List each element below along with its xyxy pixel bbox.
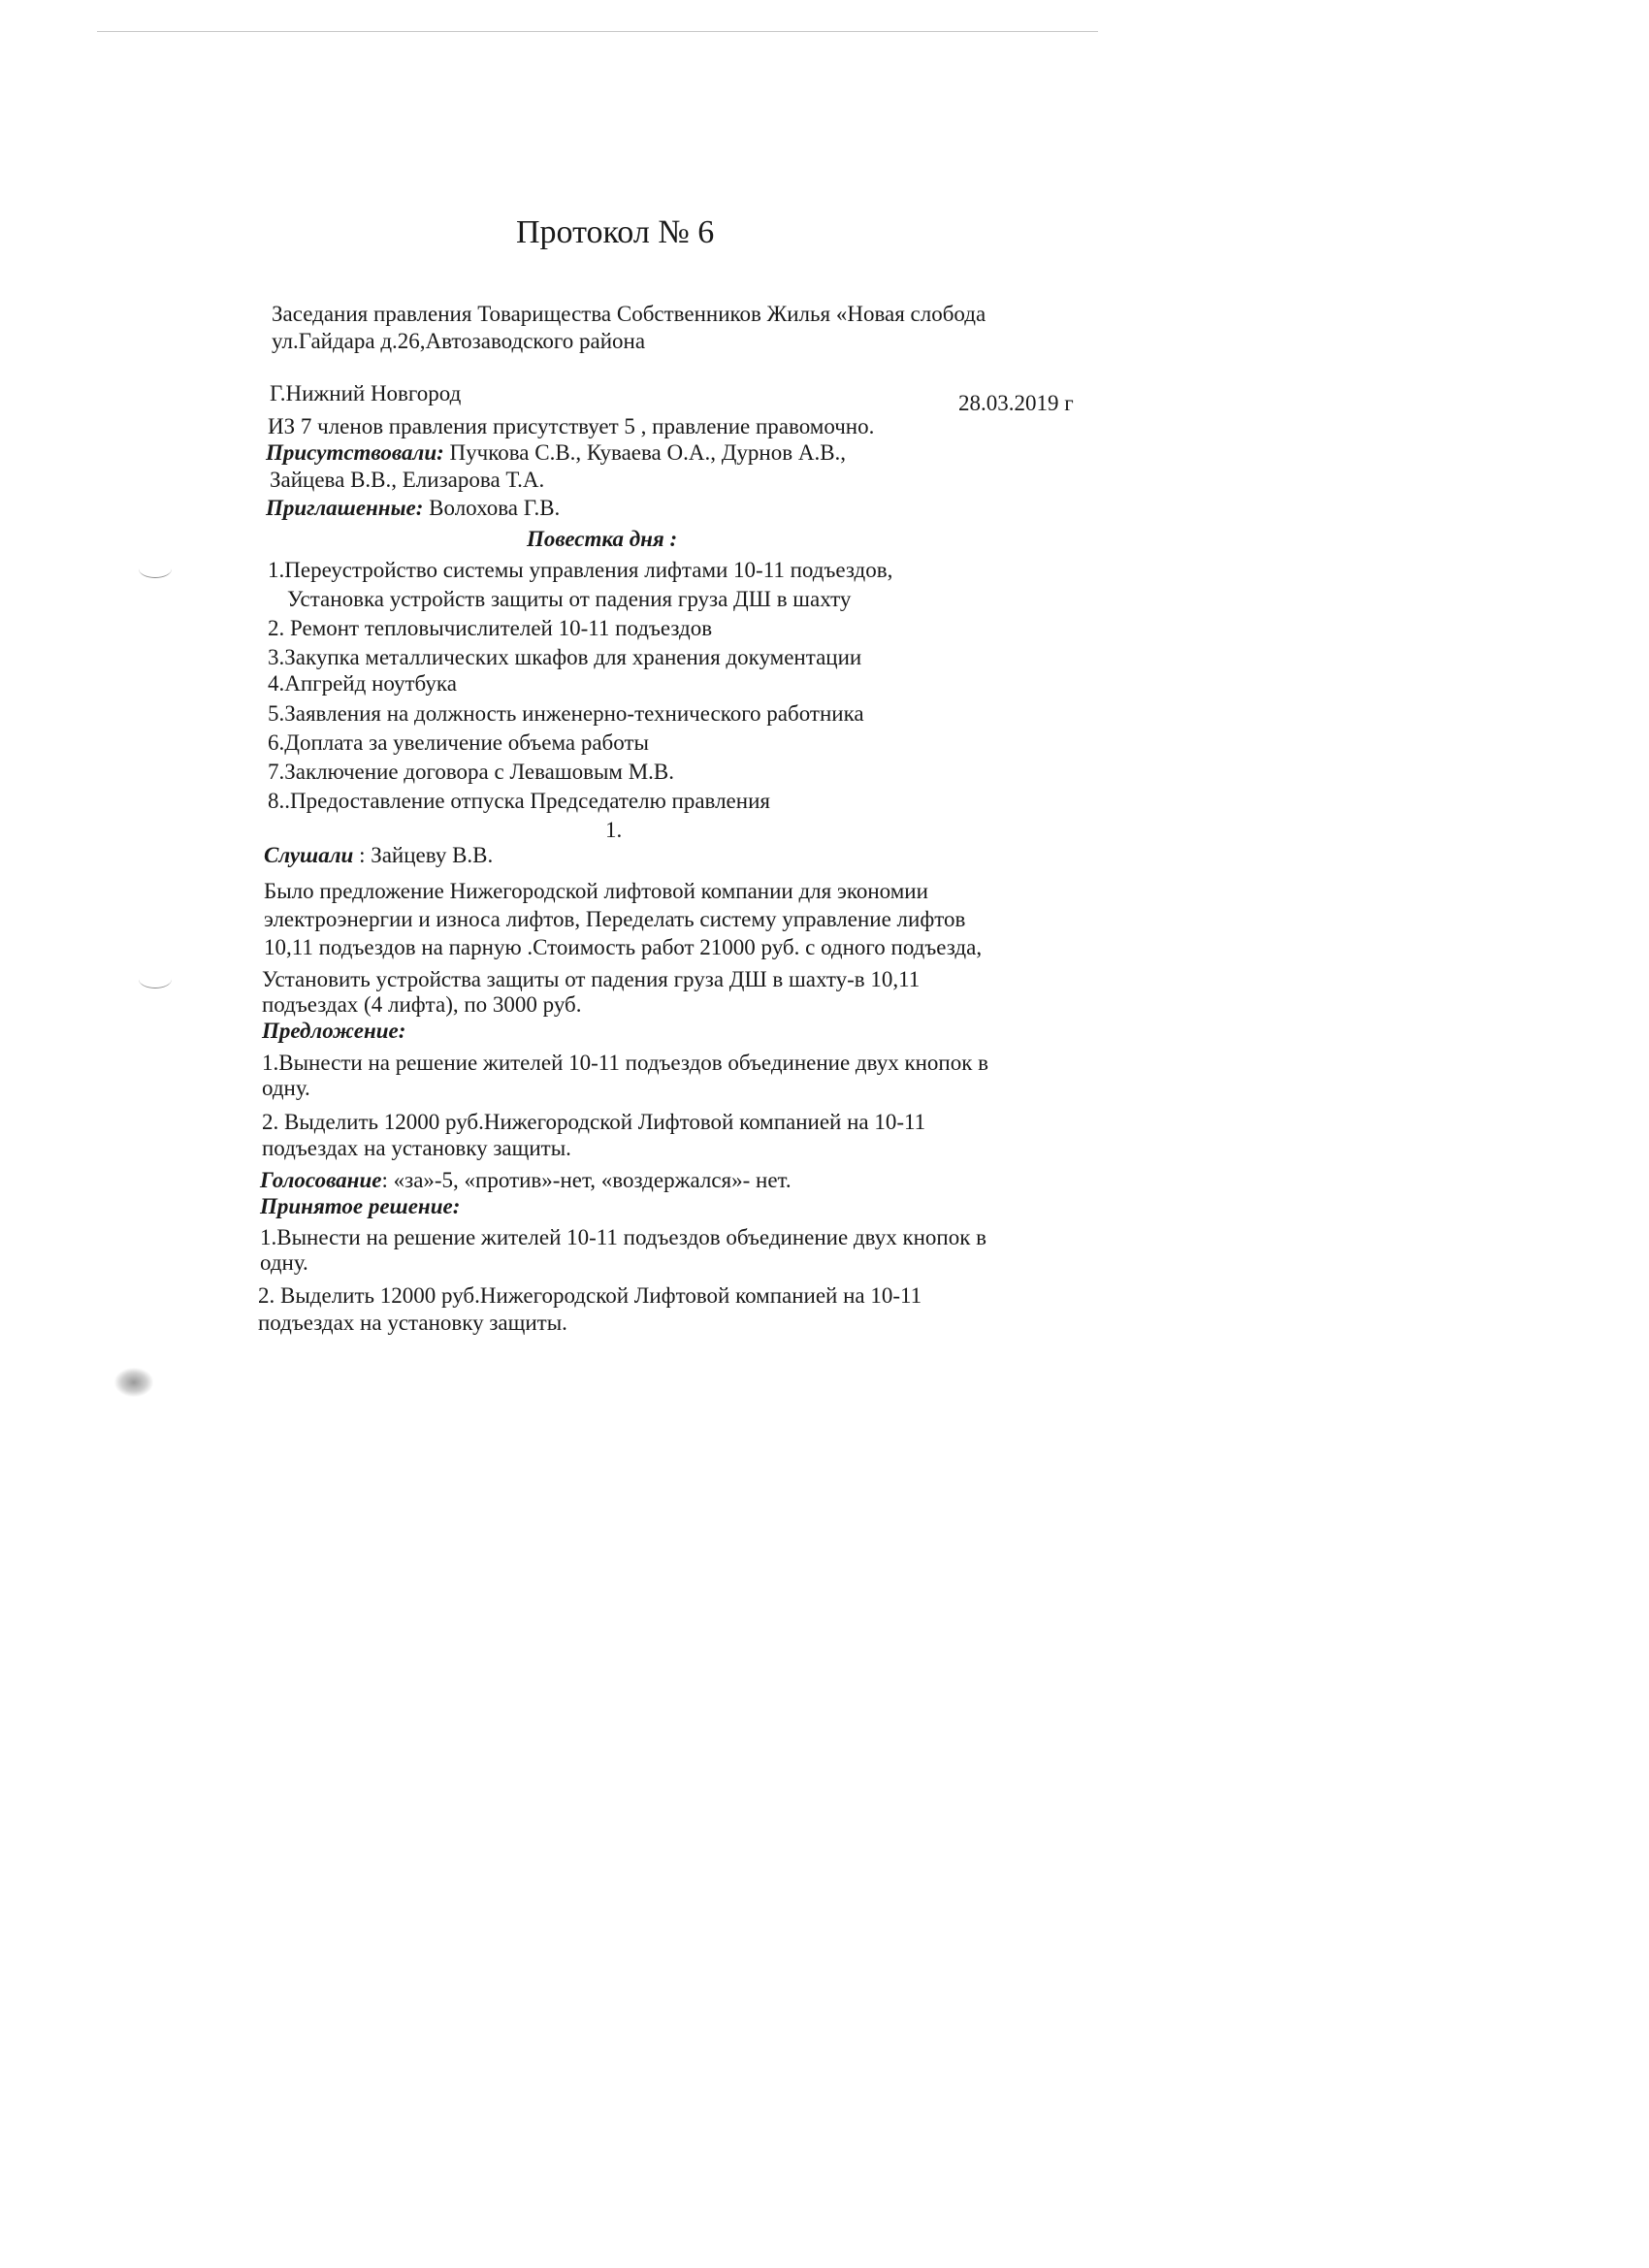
scan-smudge (114, 1368, 153, 1397)
quorum: ИЗ 7 членов правления присутствует 5 , правление правомочно. (268, 414, 875, 438)
page-title: Протокол № 6 (516, 214, 715, 250)
agenda-item: 3.Закупка металлических шкафов для хранения документации (268, 645, 862, 669)
heard-label: Слушали (264, 843, 354, 867)
agenda-item: Установка устройств защиты от падения груза ДШ в шахту (287, 587, 852, 611)
decision-line: одну. (260, 1250, 308, 1275)
agenda-item: 6.Доплата за увеличение объема работы (268, 730, 649, 755)
vote-line (260, 1167, 792, 1194)
proposal-heading: Предложение: (262, 1019, 406, 1043)
decision-line: 1.Вынести на решение жителей 10-11 подъездов объединение двух кнопок в (260, 1225, 987, 1249)
agenda-item: 4.Апгрейд ноутбука (268, 671, 457, 696)
city: Г.Нижний Новгород (270, 381, 462, 405)
proposal-line: подъездах на установку защиты. (262, 1136, 571, 1160)
agenda-item: 5.Заявления на должность инженерно-технического работника (268, 701, 864, 726)
agenda-item: 1.Переустройство системы управления лифтами 10-11 подъездов, (268, 558, 893, 582)
subtitle-line-1: Заседания правления Товарищества Собственников Жилья «Новая слобода (272, 302, 986, 326)
decision-line: подъездах на установку защиты. (258, 1311, 567, 1335)
body-line: Установить устройства защиты от падения груза ДШ в шахту-в 10,11 (262, 967, 921, 991)
vote-value: : «за»-5, «против»-нет, «воздержался»- нет. (381, 1168, 792, 1192)
agenda-heading: Повестка дня : (527, 527, 678, 551)
scan-edge (97, 31, 1098, 32)
attended-label: Присутствовали: (266, 440, 444, 465)
vote-label: Голосование (260, 1168, 382, 1192)
proposal-line: 2. Выделить 12000 руб.Нижегородской Лифтовой компанией на 10-11 (262, 1110, 926, 1134)
subtitle-line-2: ул.Гайдара д.26,Автозаводского района (272, 329, 646, 353)
heard-value: : Зайцеву В.В. (353, 843, 494, 867)
proposal-line: одну. (262, 1076, 310, 1100)
body-line: подъездах (4 лифта), по 3000 руб. (262, 992, 582, 1017)
attended-line-1 (266, 439, 846, 467)
invited-label: Приглашенные: (266, 496, 424, 520)
decision-line: 2. Выделить 12000 руб.Нижегородской Лифтовой компанией на 10-11 (258, 1283, 922, 1308)
agenda-item: 7.Заключение договора с Левашовым М.В. (268, 760, 675, 784)
decision-heading: Принятое решение: (260, 1194, 461, 1218)
agenda-item: 8..Предоставление отпуска Председателю правления (268, 789, 770, 813)
punch-hole-bottom (139, 970, 172, 988)
punch-hole-top (139, 560, 172, 578)
attended-names-1: Пучкова С.В., Куваева О.А., Дурнов А.В., (443, 440, 847, 465)
body-line: электроэнергии и износа лифтов, Переделать систему управление лифтов (264, 907, 966, 931)
agenda-item: 2. Ремонт тепловычислителей 10-11 подъездов (268, 616, 713, 640)
date: 28.03.2019 г (958, 391, 1074, 415)
section-number: 1. (605, 818, 623, 842)
proposal-line: 1.Вынести на решение жителей 10-11 подъездов объединение двух кнопок в (262, 1051, 989, 1075)
invited-line (266, 495, 560, 522)
body-line: Было предложение Нижегородской лифтовой компании для экономии (264, 879, 928, 903)
invited-value: Волохова Г.В. (423, 496, 561, 520)
body-line: 10,11 подъездов на парную .Стоимость работ 21000 руб. с одного подъезда, (264, 935, 983, 959)
attended-line-2: Зайцева В.В., Елизарова Т.А. (270, 468, 545, 492)
heard-line (264, 842, 493, 869)
